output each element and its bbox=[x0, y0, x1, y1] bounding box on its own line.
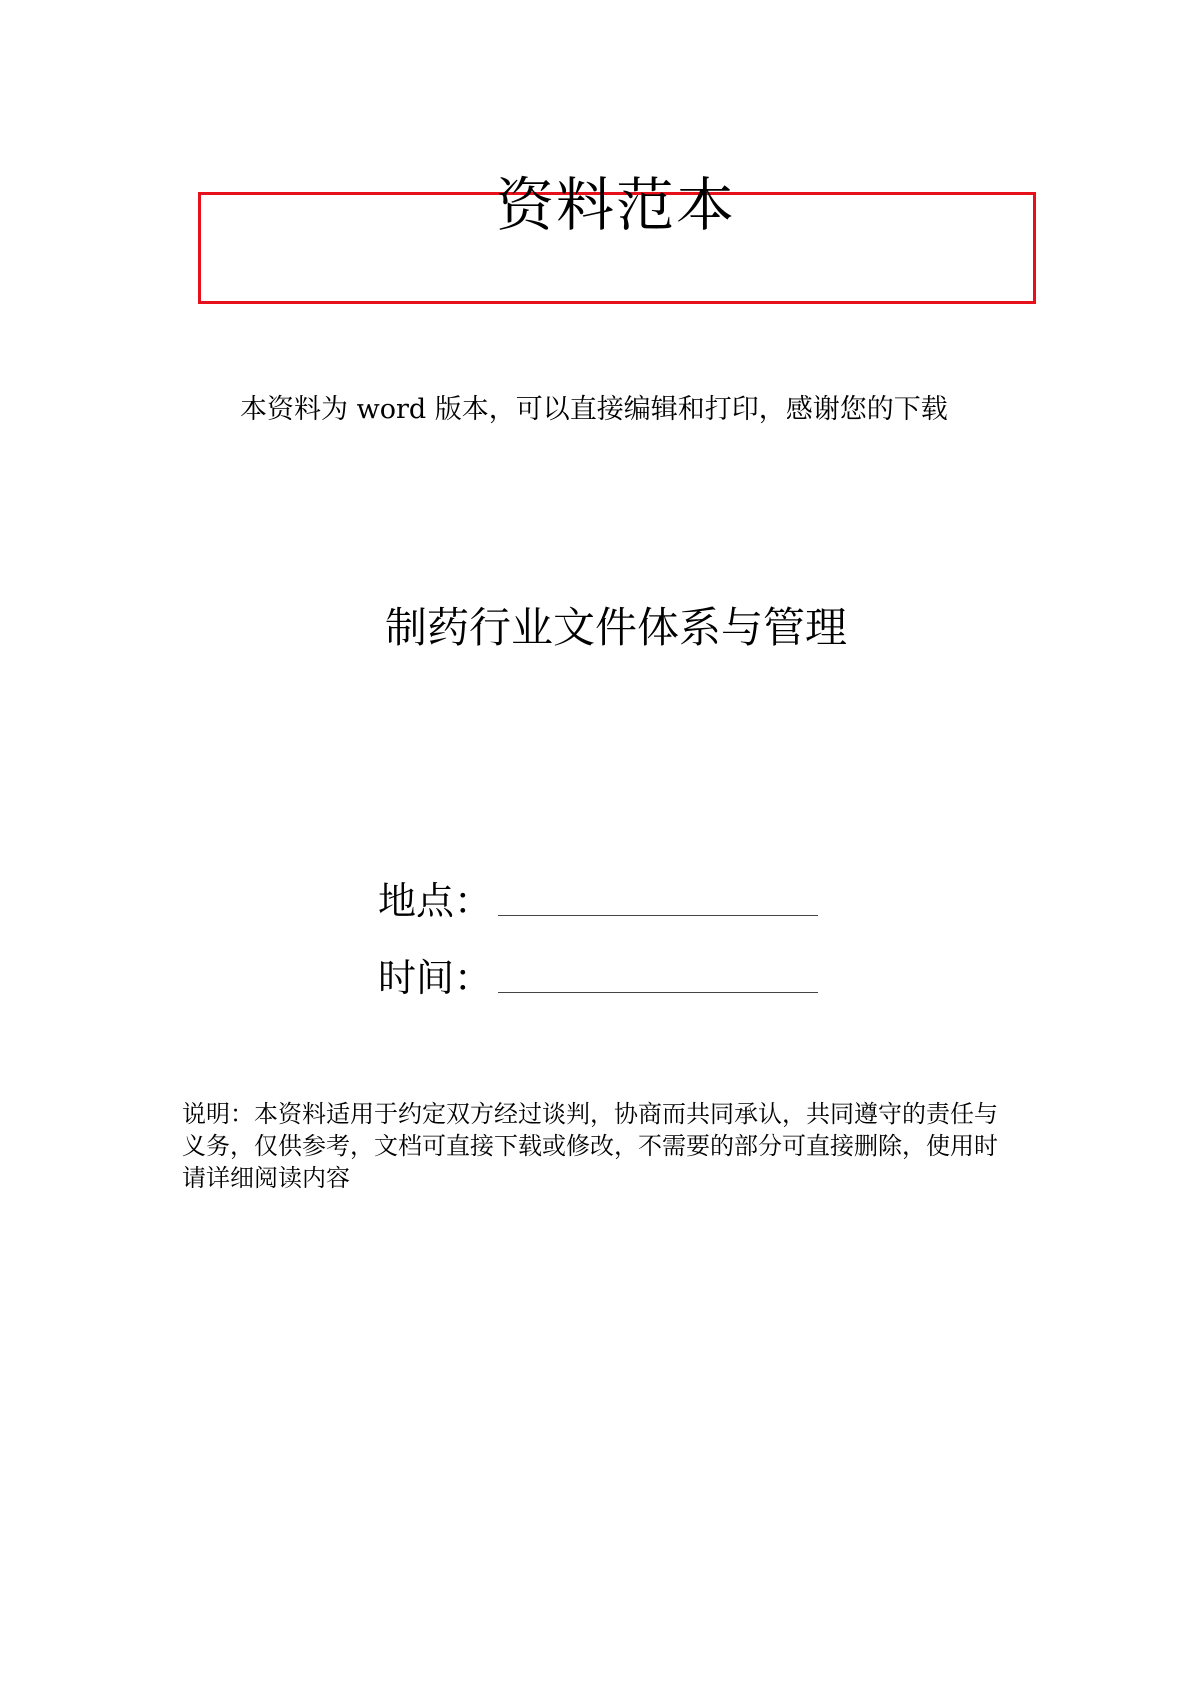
location-label: 地点： bbox=[378, 879, 493, 923]
document-title: 制药行业文件体系与管理 bbox=[384, 603, 847, 652]
location-field-row bbox=[378, 876, 818, 926]
page-title: 资料范本 bbox=[495, 171, 736, 239]
location-blank[interactable] bbox=[498, 887, 818, 916]
subtitle: 本资料为 word 版本，可以直接编辑和打印，感谢您的下载 bbox=[240, 394, 948, 425]
time-field-row bbox=[378, 953, 818, 1003]
time-blank[interactable] bbox=[498, 964, 818, 993]
note-paragraph: 说明：本资料适用于约定双方经过谈判，协商而共同承认，共同遵守的责任与义务，仅供参考，文档可直接下载或修改，不需要的部分可直接删除，使用时请详细阅读内容 bbox=[182, 1100, 998, 1192]
time-label: 时间： bbox=[378, 956, 493, 1000]
